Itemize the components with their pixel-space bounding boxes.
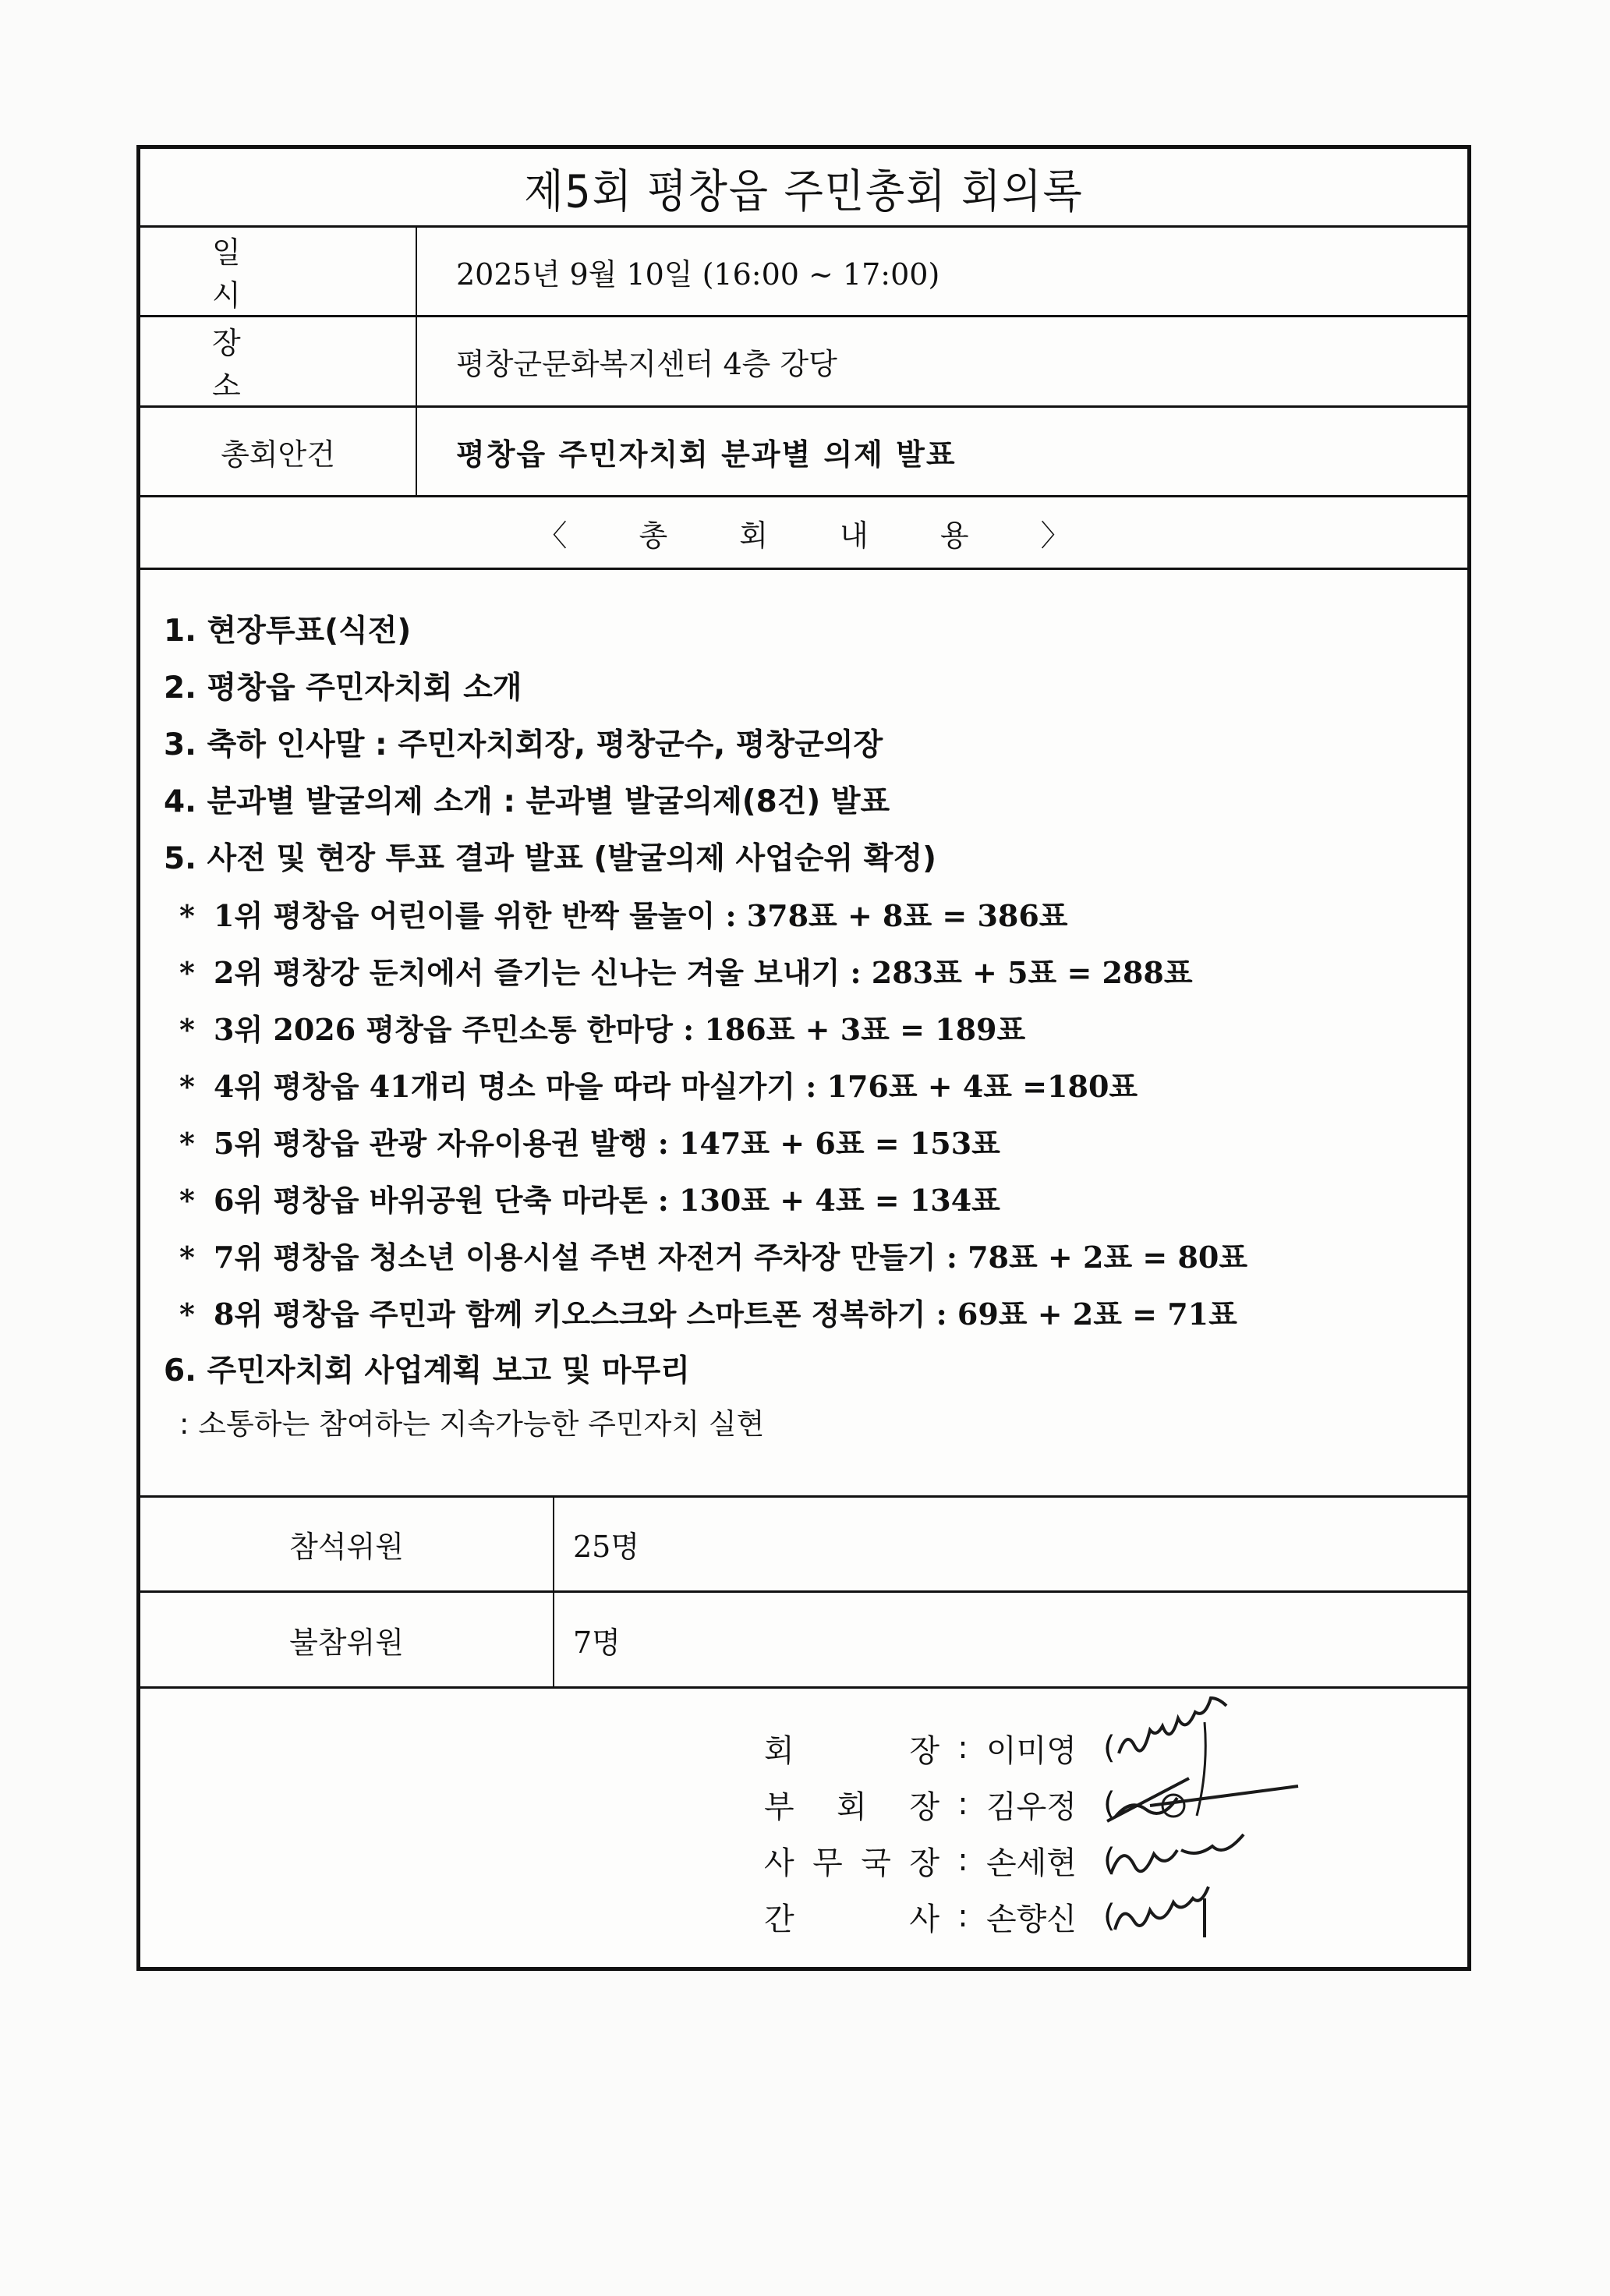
colon: : [957,1786,968,1822]
asterisk-bullet: * [179,1297,195,1332]
role-char: 무 [812,1845,843,1881]
agenda-item-5: 5. 사전 및 현장 투표 결과 발표 (발굴의제 사업순위 확정) [164,841,936,876]
minutes-document [136,145,1471,1971]
agenda-value: 평창읍 주민자치회 분과별 의제 발표 [456,437,957,472]
role-char: 간 [764,1901,794,1937]
ranking-text: 8위 평창읍 주민과 함께 키오스크와 스마트폰 정복하기 : 69표 + 2표 = 71표 [214,1297,1237,1332]
info-row-date [140,228,1467,317]
colon: : [957,1730,968,1766]
role-char: 회 [837,1788,867,1825]
absent-count: 7명 [573,1625,621,1660]
role-char: 장 [909,1788,939,1825]
agenda-item-4: 4. 분과별 발굴의제 소개 : 분과별 발굴의제(8건) 발표 [164,784,890,819]
asterisk-bullet: * [179,1069,195,1104]
document-title: 제5회 평창읍 주민총회 회의록 [524,165,1084,218]
signatory-secretary [764,1888,1283,1944]
signature-area [1103,1898,1283,1934]
attendance-absent-row [140,1593,1467,1689]
agenda-item-6: 6. 주민자치회 사업계획 보고 및 마무리 [164,1353,690,1389]
ranking-text: 6위 평창읍 바위공원 단축 마라톤 : 130표 + 4표 = 134표 [214,1183,1000,1218]
open-paren: ( [1103,1898,1116,1934]
role-label [764,1838,939,1883]
agenda-item-3: 3. 축하 인사말 : 주민자치회장, 평창군수, 평창군의장 [164,727,883,762]
asterisk-bullet: * [179,1240,195,1275]
present-count: 25명 [573,1530,640,1564]
ranking-item [164,944,1467,1001]
open-paren: ( [1103,1730,1116,1766]
signature-block [764,1720,1283,1944]
open-paren: ( [1103,1842,1116,1878]
place-label: 장 소 [140,317,417,405]
ranking-item [164,1229,1467,1286]
ranking-item [164,1001,1467,1058]
role-char: 회 [764,1732,794,1769]
signature-area [1103,1786,1283,1822]
handwritten-signature-icon [1103,1875,1259,1961]
signatory-name: 이미영 [986,1732,1077,1769]
meeting-content [140,570,1467,1498]
absent-label: 불참위원 [140,1593,554,1686]
ranking-text: 2위 평창강 둔치에서 즐기는 신나는 겨울 보내기 : 283표 + 5표 = 288표 [214,955,1193,990]
asterisk-bullet: * [179,898,195,933]
role-char: 사 [909,1901,939,1937]
signatory-name: 김우정 [986,1788,1077,1825]
colon: : [957,1842,968,1878]
ranking-text: 4위 평창읍 41개리 명소 마을 따라 마실가기 : 176표 + 4표 =180표 [214,1069,1138,1104]
closing-subtext: : 소통하는 참여하는 지속가능한 주민자치 실현 [179,1407,765,1441]
role-char: 부 [764,1788,794,1825]
asterisk-bullet: * [179,955,195,990]
attendance-present-row [140,1498,1467,1593]
signatory-name: 손향신 [986,1901,1077,1937]
role-label [764,1726,939,1771]
ranking-text: 1위 평창읍 어린이를 위한 반짝 물놀이 : 378표 + 8표 = 386표 [214,898,1068,933]
agenda-label: 총회안건 [140,408,417,495]
ranking-text: 5위 평창읍 관광 자유이용권 발행 : 147표 + 6표 = 153표 [214,1126,1000,1161]
asterisk-bullet: * [179,1126,195,1161]
signature-area [1103,1842,1283,1878]
present-label: 참석위원 [140,1498,554,1590]
ranking-text: 3위 2026 평창읍 주민소통 한마당 : 186표 + 3표 = 189표 [214,1012,1026,1047]
ranking-item [164,887,1467,944]
date-label: 일 시 [140,228,417,315]
agenda-item-1: 1. 현장투표(식전) [164,614,412,649]
asterisk-bullet: * [179,1012,195,1047]
role-char: 장 [909,1732,939,1769]
ranking-item [164,1286,1467,1343]
signature-area [1103,1730,1283,1766]
role-char: 장 [909,1845,939,1881]
role-label [764,1782,939,1827]
title-row [140,149,1467,228]
info-row-place [140,317,1467,408]
ranking-item [164,1058,1467,1115]
date-value: 2025년 9월 10일 (16:00 ~ 17:00) [456,256,940,292]
ranking-item [164,1115,1467,1172]
signatory-name: 손세현 [986,1845,1077,1881]
ranking-text: 7위 평창읍 청소년 이용시설 주변 자전거 주차장 만들기 : 78표 + 2표 = 80표 [214,1240,1248,1275]
content-header: 〈 총 회 내 용 〉 [140,497,1467,570]
role-label [764,1894,939,1939]
agenda-item-2: 2. 평창읍 주민자치회 소개 [164,670,522,706]
info-row-agenda [140,408,1467,497]
asterisk-bullet: * [179,1183,195,1218]
colon: : [957,1898,968,1934]
open-paren: ( [1103,1786,1116,1822]
role-char: 국 [861,1845,891,1881]
place-value: 평창군문화복지센터 4층 강당 [456,347,837,381]
ranking-item [164,1172,1467,1229]
role-char: 사 [764,1845,794,1881]
